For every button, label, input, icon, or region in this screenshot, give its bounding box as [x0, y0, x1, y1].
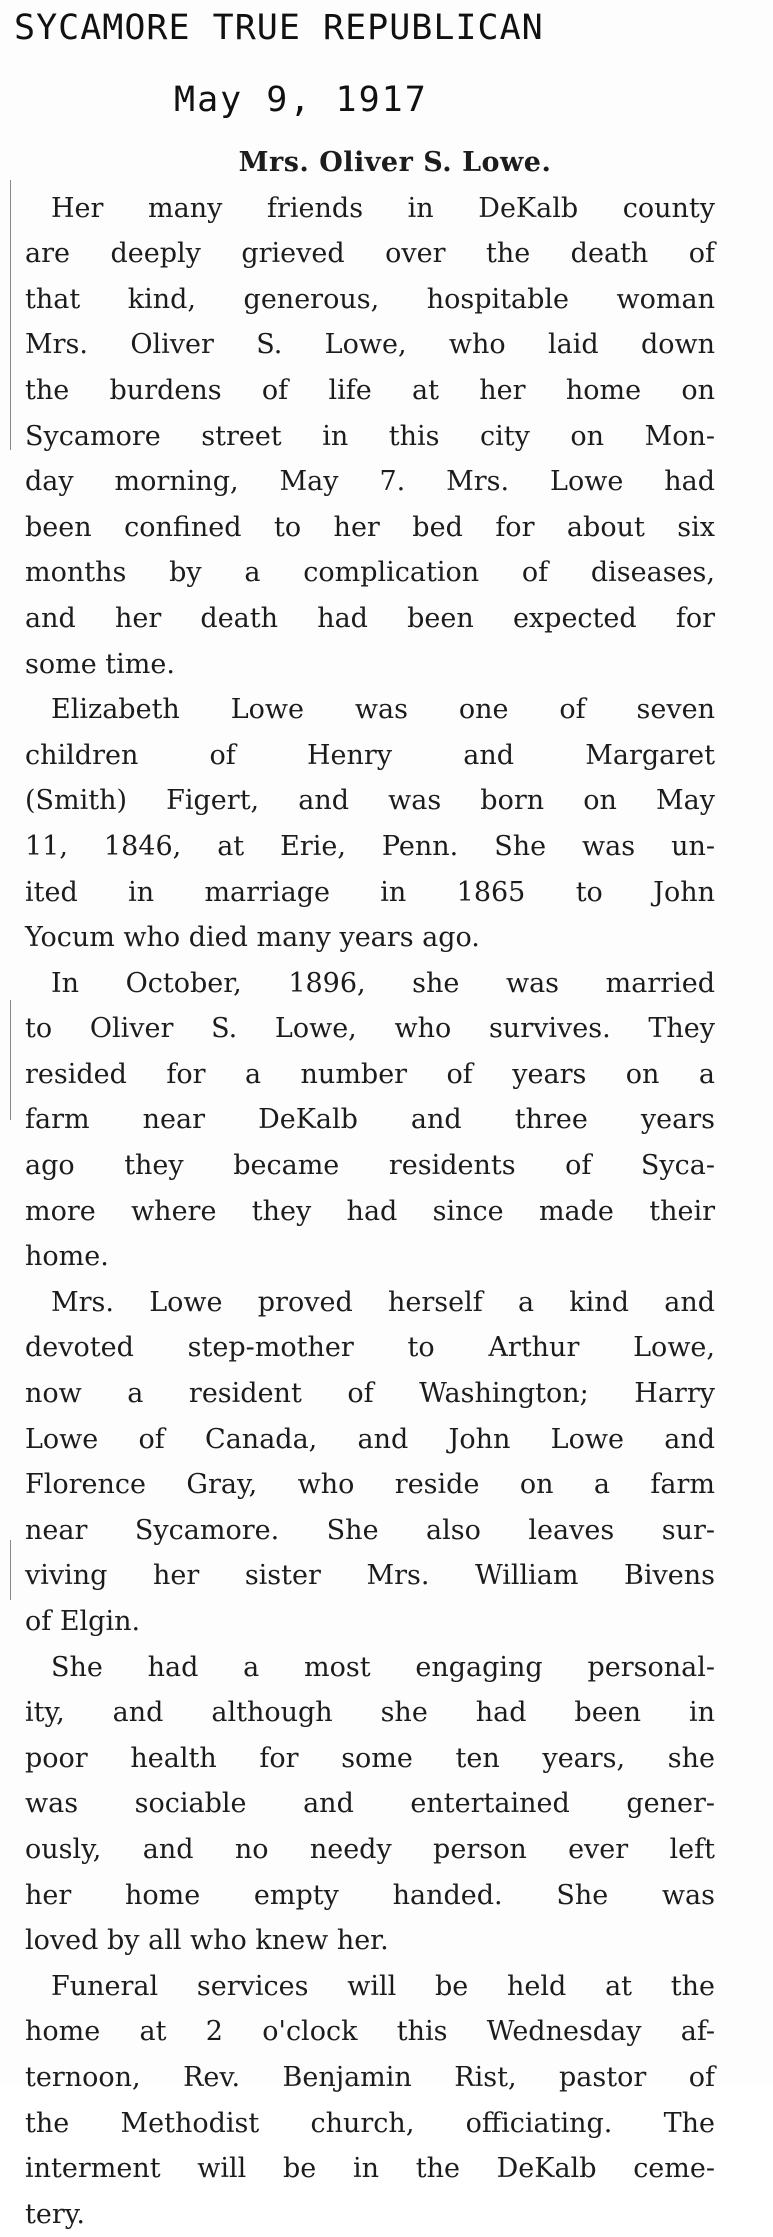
article-line: Florence Gray, who reside on a farm: [25, 1469, 715, 1501]
article-line: farm near DeKalb and three years: [25, 1104, 715, 1136]
article-line: children of Henry and Margaret: [25, 739, 715, 771]
article-paragraph: [25, 1280, 715, 1645]
article-line: Yocum who died many years ago.: [25, 922, 480, 954]
article-line: 11, 1846, at Erie, Penn. She was un-: [25, 830, 715, 862]
article-line: was sociable and entertained gener-: [25, 1788, 715, 1820]
article-line: home.: [25, 1241, 109, 1273]
article-line: and her death had been expected for: [25, 602, 715, 634]
publication-date: May 9, 1917: [174, 80, 428, 120]
article-line: Funeral services will be held at the: [51, 1970, 715, 2002]
article-line: ously, and no needy person ever left: [25, 1833, 715, 1865]
article-line: her home empty handed. She was: [25, 1879, 715, 1911]
article-line: Her many friends in DeKalb county: [51, 192, 715, 224]
article-line: months by a complication of diseases,: [25, 557, 715, 589]
article-line: ity, and although she had been in: [25, 1697, 715, 1729]
article-body: [25, 186, 715, 2237]
column-rule: [10, 1000, 11, 1120]
article-line: poor health for some ten years, she: [25, 1742, 715, 1774]
article-line: home at 2 o'clock this Wednesday af-: [25, 2016, 715, 2048]
article-line: ago they became residents of Syca-: [25, 1150, 715, 1182]
article-line: that kind, generous, hospitable woman: [25, 283, 715, 315]
article-line: tery.: [25, 2198, 85, 2230]
article-line: devoted step-mother to Arthur Lowe,: [25, 1332, 715, 1364]
article-line: to Oliver S. Lowe, who survives. They: [25, 1013, 715, 1045]
article-paragraph: [25, 186, 715, 688]
article-paragraph: [25, 961, 715, 1280]
article-line: resided for a number of years on a: [25, 1058, 715, 1090]
article-line: (Smith) Figert, and was born on May: [25, 785, 715, 817]
article-line: ternoon, Rev. Benjamin Rist, pastor of: [25, 2061, 715, 2093]
article-line: more where they had since made their: [25, 1195, 715, 1227]
article-line: of Elgin.: [25, 1606, 141, 1637]
column-rule: [10, 1540, 11, 1600]
article-line: some time.: [25, 648, 175, 680]
article-line: viving her sister Mrs. William Bivens: [25, 1560, 715, 1592]
article-line: Mrs. Lowe proved herself a kind and: [51, 1286, 715, 1318]
masthead: [14, 4, 764, 124]
article-line: the Methodist church, officiating. The: [25, 2107, 715, 2139]
newspaper-name: SYCAMORE TRUE REPUBLICAN: [14, 8, 544, 48]
article-line: ited in marriage in 1865 to John: [25, 876, 715, 908]
obituary-article: [25, 140, 715, 2237]
article-line: She had a most engaging personal-: [51, 1651, 715, 1683]
article-line: the burdens of life at her home on: [25, 374, 715, 406]
article-line: been confined to her bed for about six: [25, 511, 715, 543]
article-line: interment will be in the DeKalb ceme-: [25, 2153, 715, 2185]
article-line: near Sycamore. She also leaves sur-: [25, 1514, 715, 1546]
column-rule: [10, 180, 11, 450]
article-line: Lowe of Canada, and John Lowe and: [25, 1423, 715, 1455]
article-paragraph: [25, 1645, 715, 1964]
article-line: Elizabeth Lowe was one of seven: [51, 694, 715, 726]
article-line: now a resident of Washington; Harry: [25, 1378, 715, 1410]
article-line: loved by all who knew her.: [25, 1925, 389, 1957]
article-paragraph: [25, 1964, 715, 2237]
article-paragraph: [25, 687, 715, 961]
article-line: Sycamore street in this city on Mon-: [25, 420, 715, 452]
article-heading: Mrs. Oliver S. Lowe.: [238, 147, 552, 178]
article-line: In October, 1896, she was married: [51, 967, 715, 999]
article-line: day morning, May 7. Mrs. Lowe had: [25, 466, 715, 498]
article-line: are deeply grieved over the death of: [25, 238, 715, 270]
article-line: Mrs. Oliver S. Lowe, who laid down: [25, 329, 715, 361]
